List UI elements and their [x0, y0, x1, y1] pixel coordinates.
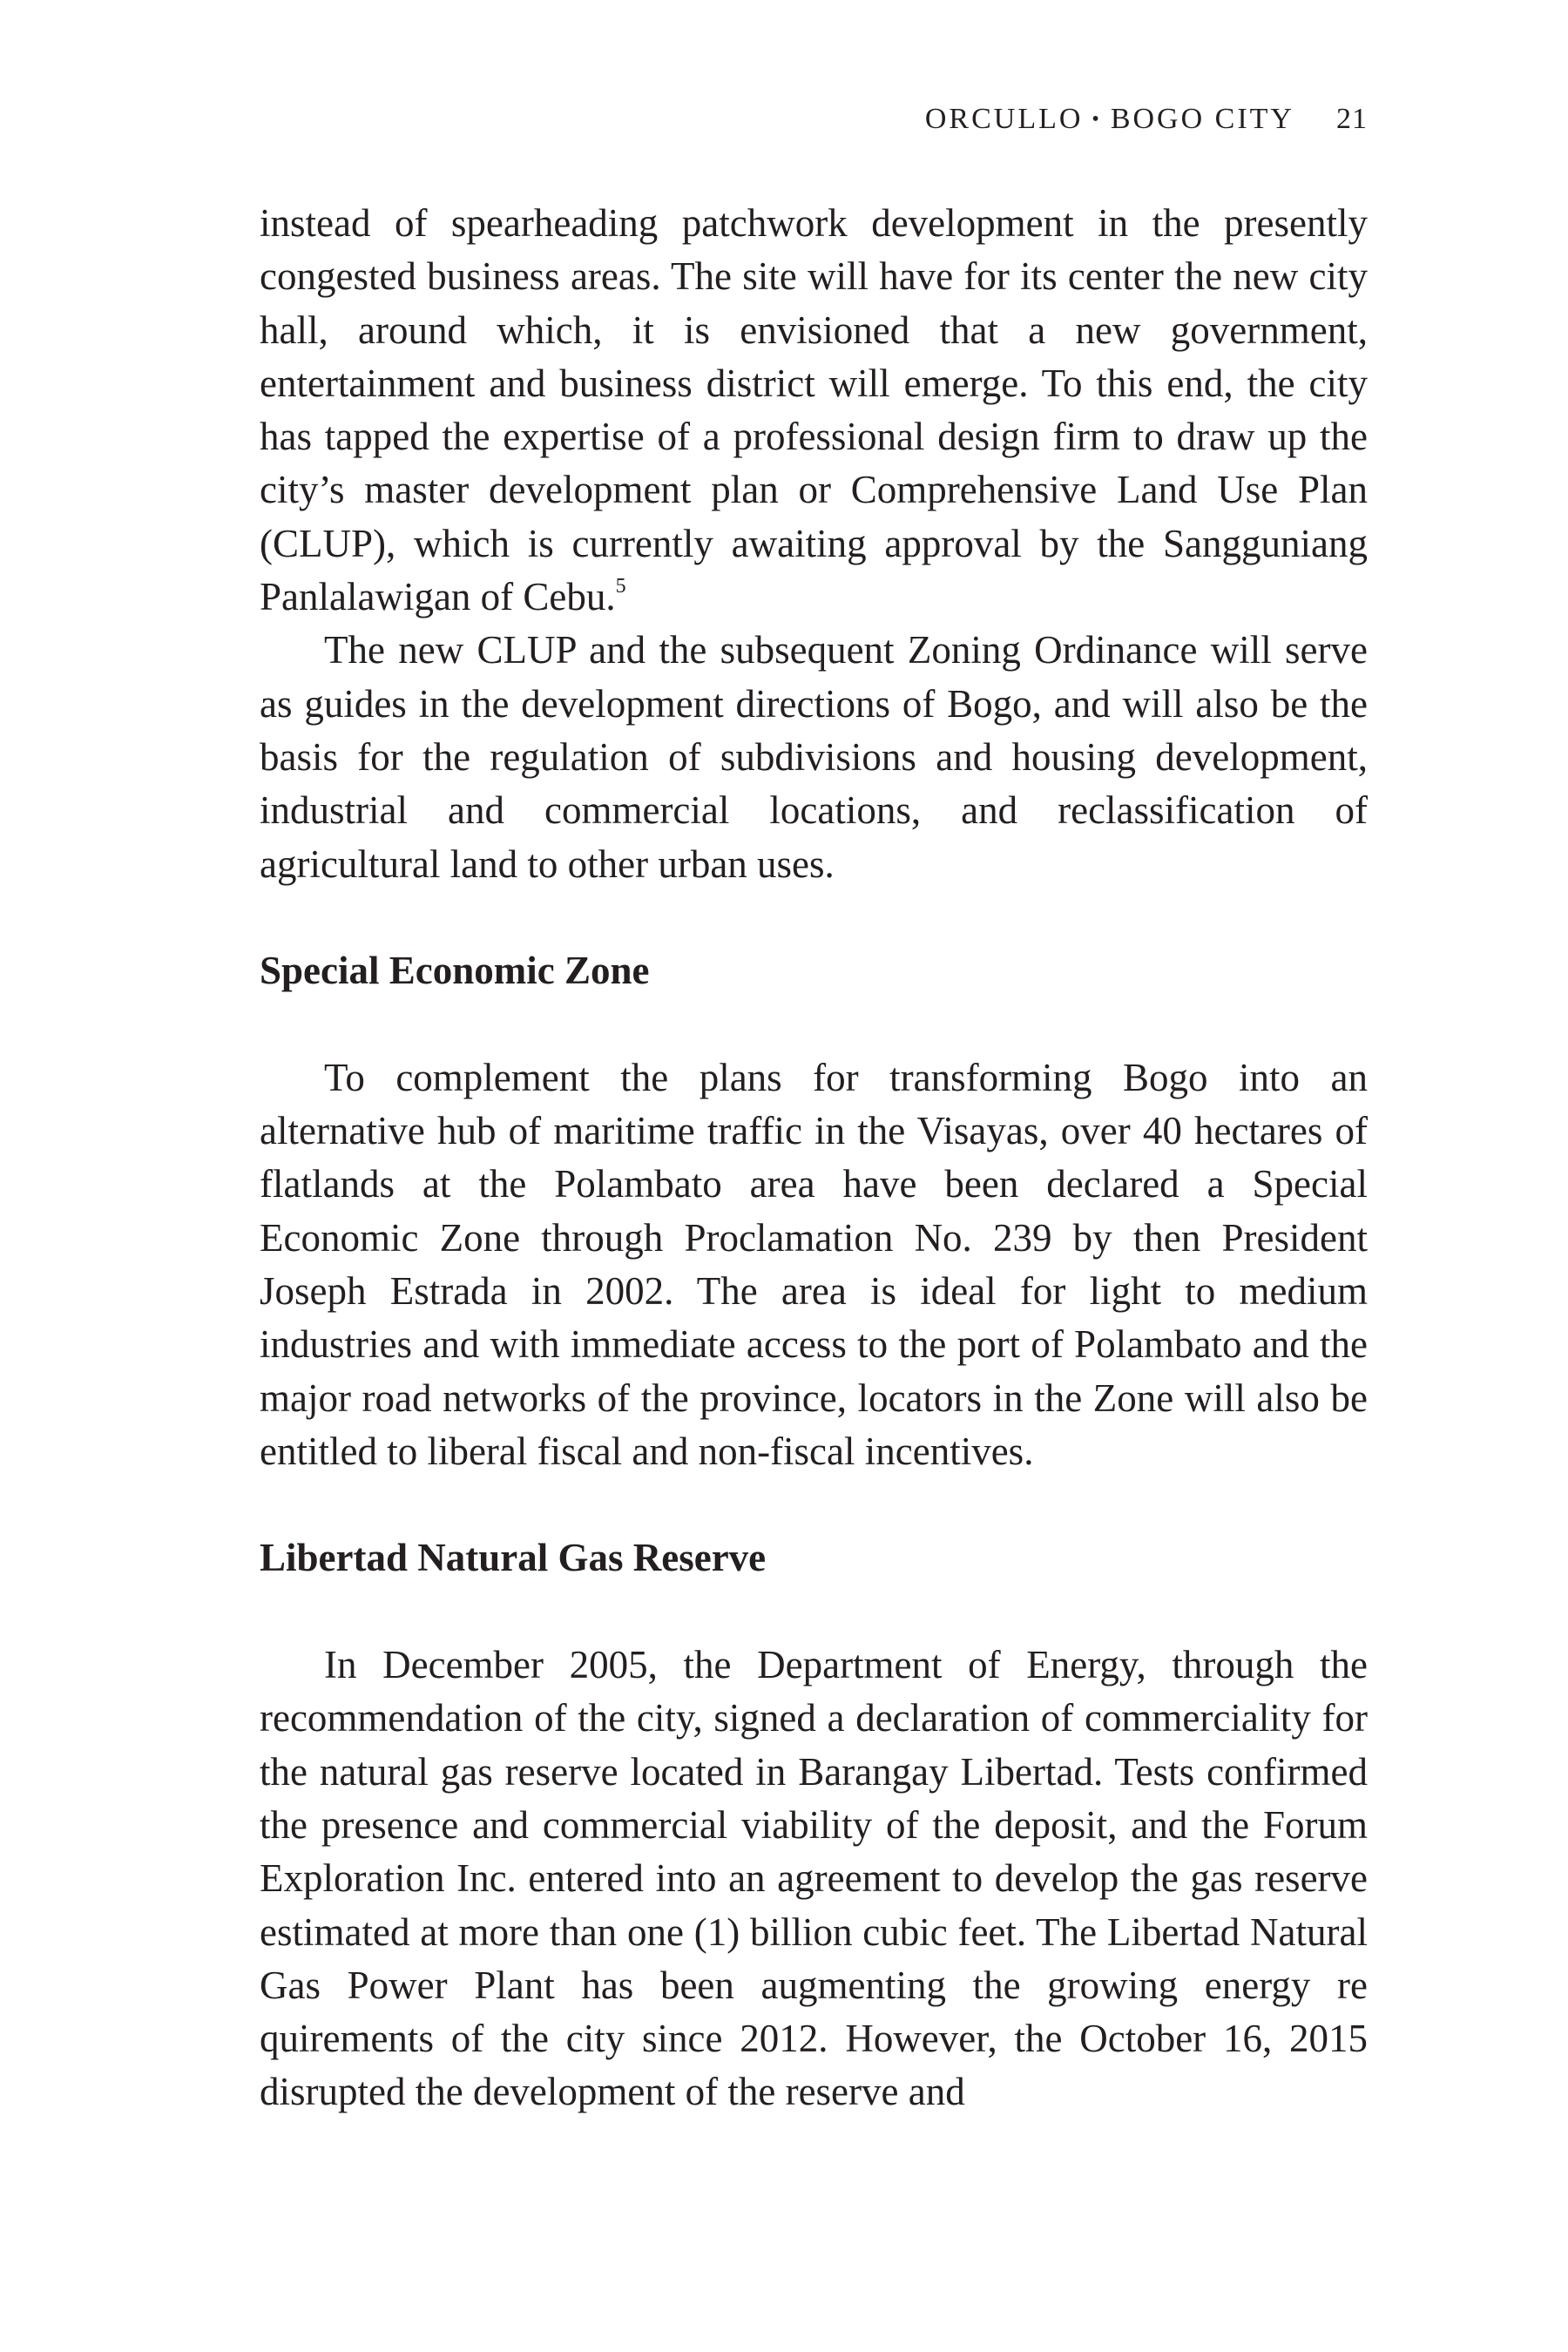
running-head-separator: • — [1092, 108, 1102, 131]
paragraph-sez: To complement the plans for transforming Bogo into an alternative hub of maritime traffic in the Visayas, over 40 hectares of flatlands at the Polambato area have been declared a Special Economic Zone through Proclamation No. 239 by then President Joseph Estrada in 2002. The area is ideal for light to medium industries and with immediate access to the port of Polambato and the major road networks of the province, locators in the Zone will also be entitled to liberal fiscal and non-fiscal incentives. — [260, 1055, 1368, 1473]
paragraph-gas: In December 2005, the Department of Energy, through the recommendation of the city, signed a declaration of commerciality for the natural gas reserve located in Barangay Libertad. Tests confirmed the presence and commercial viability of the deposit, and the Forum Exploration Inc. entered into an agreement to develop the gas reserve estimated at more than one (1) billion cubic feet. The Libertad Natural Gas Power Plant has been augmenting the growing energy re quirements of the city since 2012. However, the October 16, 2015 disrupted the development of the reserve and — [260, 1643, 1397, 2114]
section-spacer — [260, 997, 1368, 1051]
page-number: 21 — [1336, 103, 1368, 135]
section-spacer — [260, 1585, 1368, 1639]
paragraph-continued — [260, 197, 1368, 624]
section-heading-sez: Special Economic Zone — [260, 949, 650, 993]
section-heading-gas: Libertad Natural Gas Reserve — [260, 1536, 767, 1580]
section-spacer — [260, 1478, 1368, 1531]
footnote-marker: 5 — [615, 575, 626, 598]
running-head-author: ORCULLO — [924, 103, 1084, 135]
paragraph-text: instead of spearheading patchwork development in the presently congested business areas. The site will have for its center the new city hall, around which, it is envisioned that a new government, entertainment and business district will emerge. To this end, the city has tapped the expertise of a professional design firm to draw up the city’s master development plan or Comprehensive Land Use Plan (CLUP), which is currently awaiting approval by the Sangguniang Panlalawigan of Cebu. — [260, 201, 1368, 619]
paragraph-clup: The new CLUP and the subsequent Zoning Ordinance will serve as guides in the development directions of Bogo, and will also be the basis for the regulation of subdivisions and housing development, industrial and commercial locations, and reclassification of agricultural land to other urban uses. — [260, 628, 1368, 886]
running-head — [261, 103, 1368, 136]
section-spacer — [260, 891, 1368, 944]
body-text — [260, 197, 1397, 2119]
running-head-title: BOGO CITY — [1110, 103, 1294, 135]
